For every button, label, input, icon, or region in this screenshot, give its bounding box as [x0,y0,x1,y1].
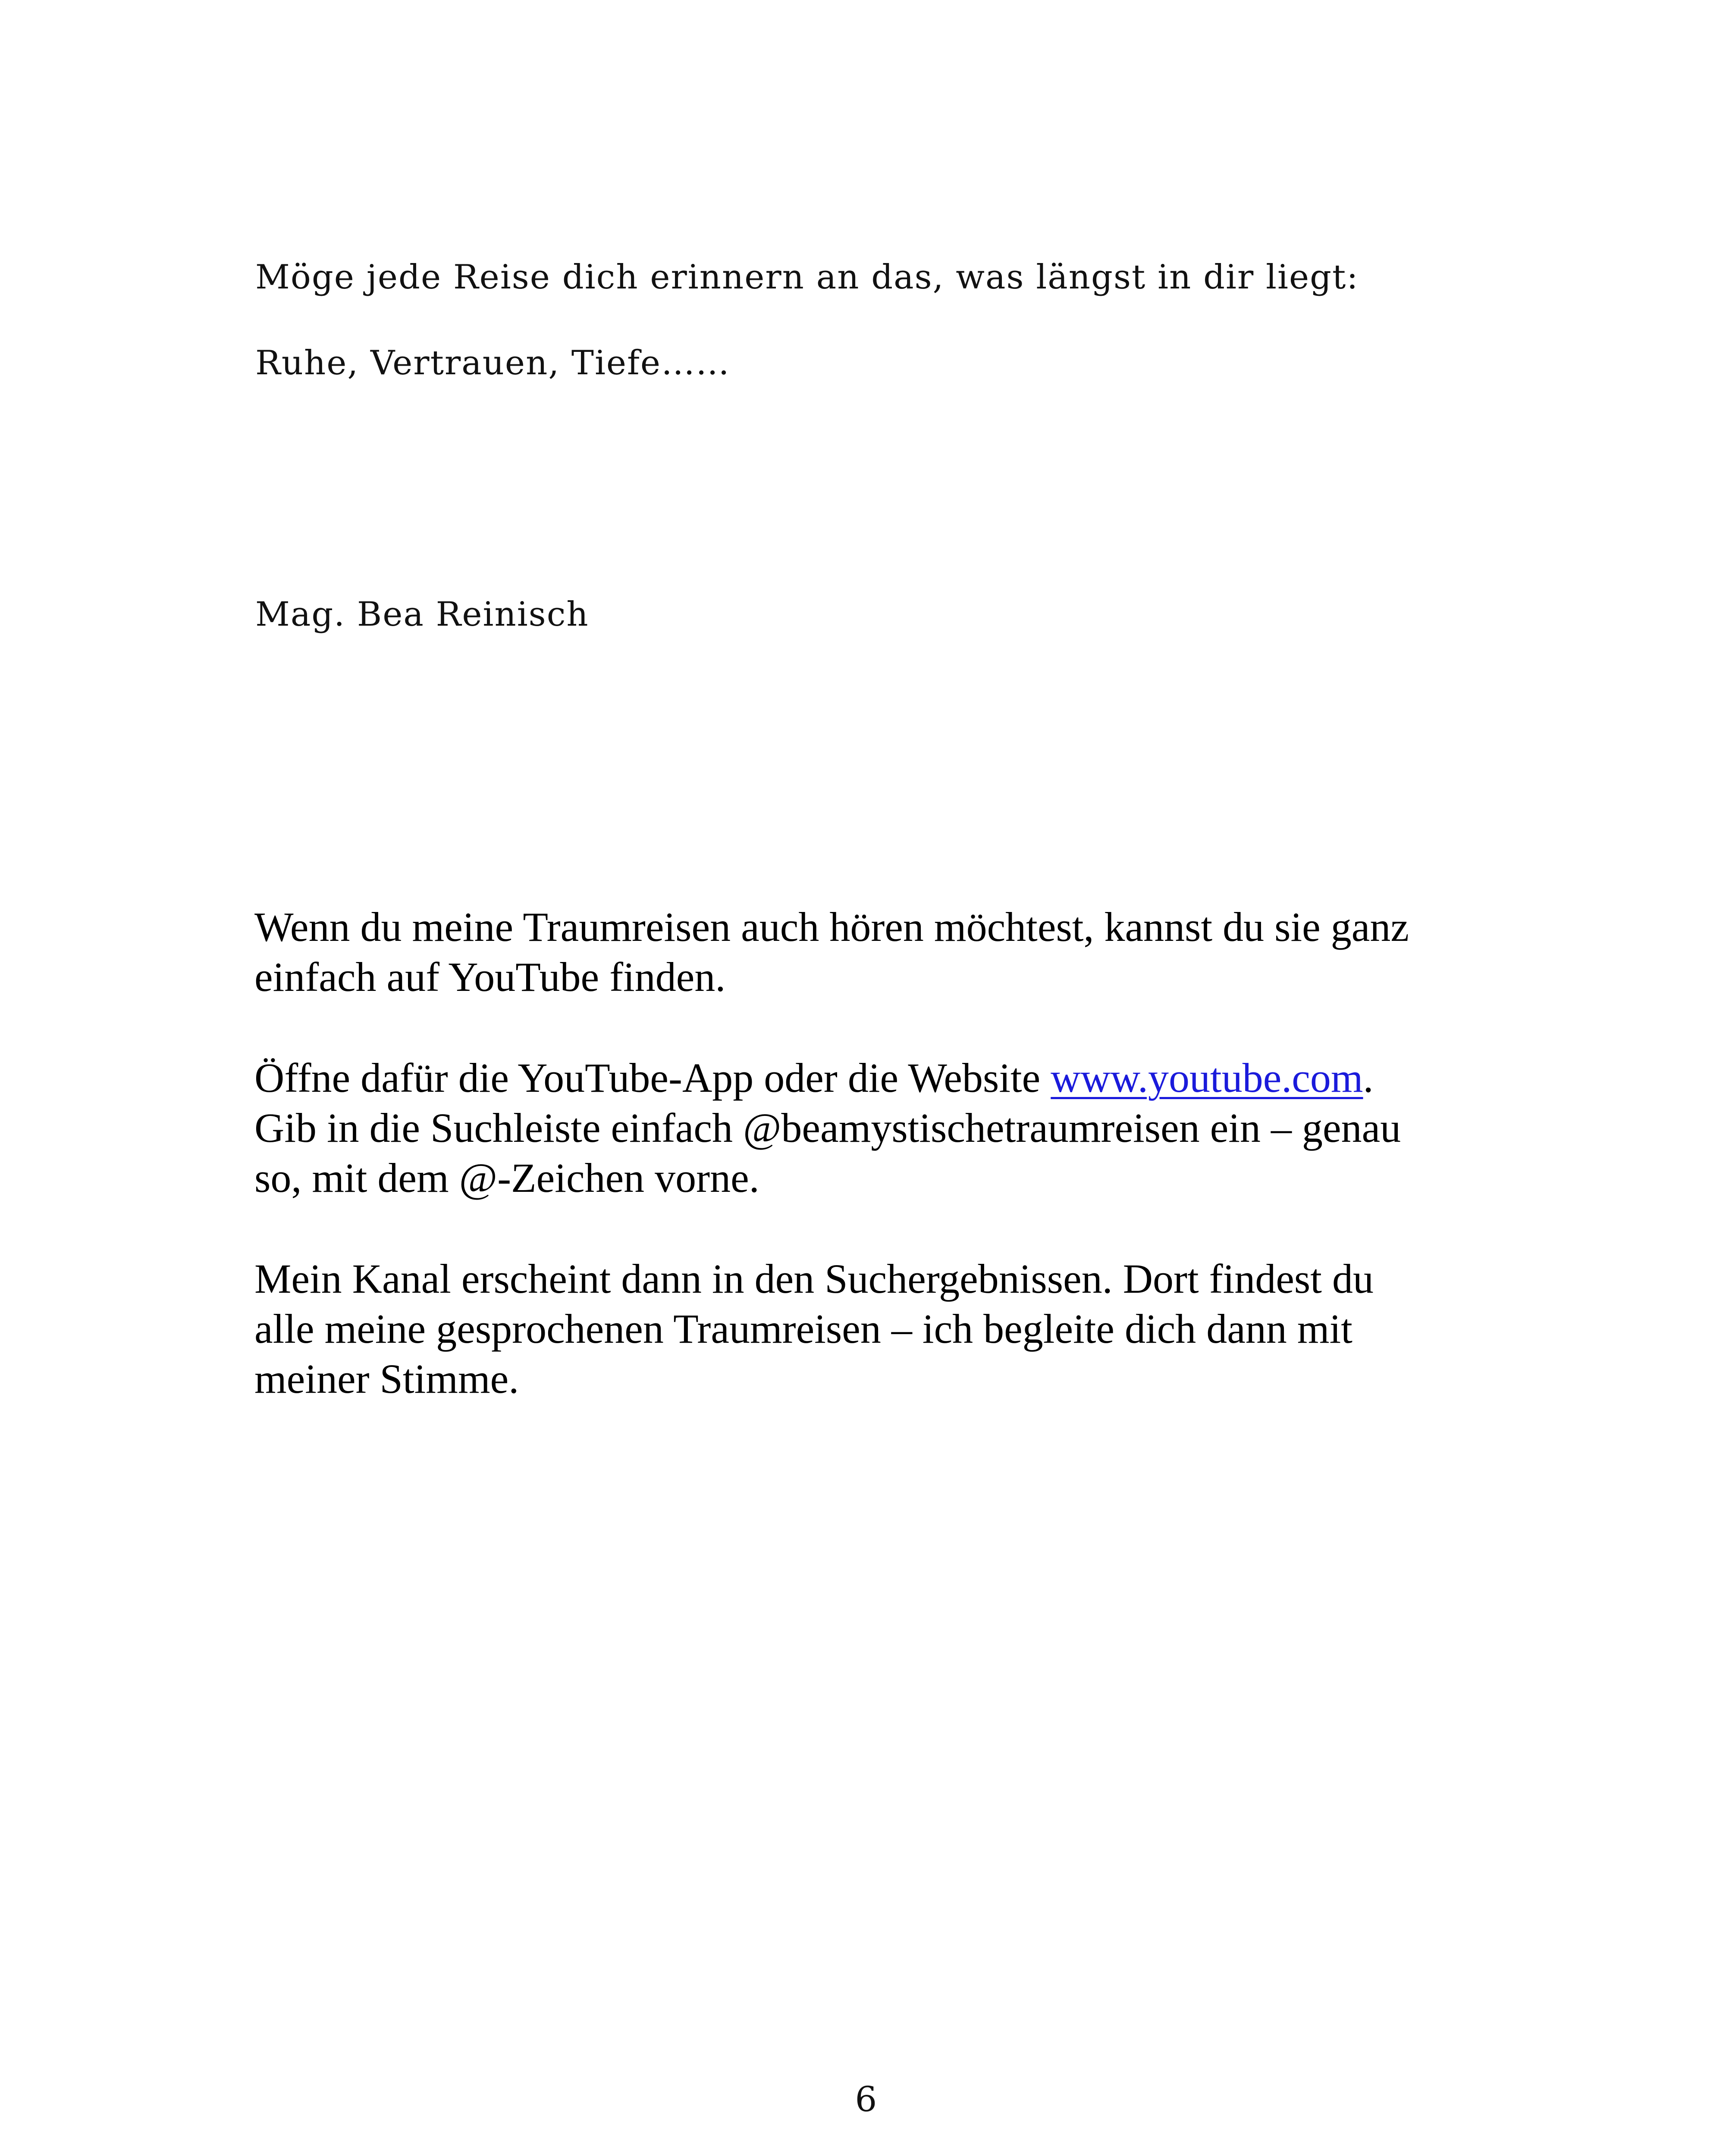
paragraph-youtube-intro [254,902,1548,1002]
paragraph-3-line-1: Mein Kanal erscheint dann in den Suchergebnissen. Dort findest du [254,1256,1374,1302]
page-number: 6 [855,2079,877,2119]
author-signature: Mag. Bea Reinisch [255,595,589,634]
paragraph-youtube-instructions [254,1053,1548,1203]
youtube-link[interactable]: www.youtube.com [1051,1055,1363,1101]
paragraph-2-line-1-text: Öffne dafür die YouTube-App oder die Website [254,1055,1051,1101]
paragraph-channel-info [254,1254,1548,1404]
paragraph-2-line-2: Gib in die Suchleiste einfach @beamystischetraumreisen ein – genau [254,1105,1401,1151]
paragraph-2-line-1-period: . [1363,1055,1374,1101]
paragraph-2-line-3: so, mit dem @-Zeichen vorne. [254,1155,759,1201]
paragraph-1-line-2: einfach auf YouTube finden. [254,954,726,1000]
paragraph-3-line-3: meiner Stimme. [254,1356,519,1402]
verse-line-2: Ruhe, Vertrauen, Tiefe…… [255,344,731,382]
verse-line-1: Möge jede Reise dich erinnern an das, was längst in dir liegt: [255,258,1359,297]
paragraph-3-line-2: alle meine gesprochenen Traumreisen – ich begleite dich dann mit [254,1306,1352,1352]
paragraph-2-line-1 [254,1053,1548,1103]
paragraph-1-line-1: Wenn du meine Traumreisen auch hören möchtest, kannst du sie ganz [254,904,1409,950]
